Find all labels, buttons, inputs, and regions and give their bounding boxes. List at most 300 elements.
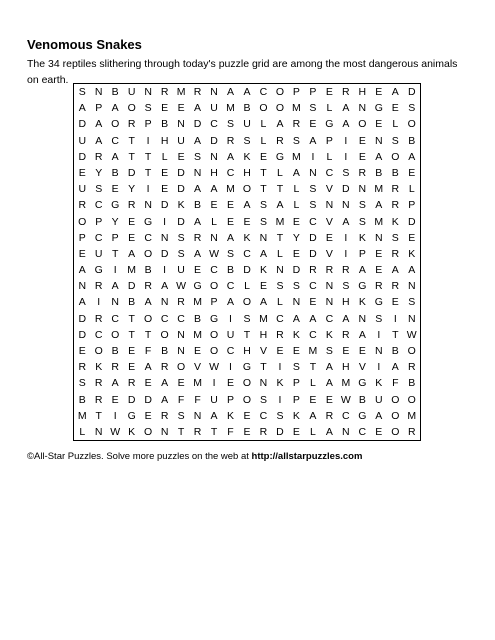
grid-letter: R: [127, 377, 136, 390]
grid-letter: K: [375, 377, 383, 390]
grid-letter: I: [278, 393, 282, 406]
grid-letter: I: [97, 296, 101, 309]
grid-letter: G: [374, 102, 383, 115]
grid-letter: T: [243, 328, 251, 341]
grid-letter: K: [358, 296, 366, 309]
grid-letter: K: [408, 247, 416, 260]
grid-letter: S: [78, 86, 86, 99]
grid-letter: A: [309, 312, 317, 325]
grid-letter: R: [391, 247, 400, 260]
grid-letter: A: [111, 280, 119, 293]
grid-letter: K: [358, 231, 366, 244]
grid-letter: A: [375, 150, 383, 163]
grid-letter: I: [229, 361, 232, 374]
grid-letter: I: [344, 150, 348, 163]
grid-letter: E: [325, 393, 333, 406]
grid-letter: B: [111, 166, 119, 179]
grid-letter: D: [177, 166, 185, 179]
grid-letter: E: [391, 102, 399, 115]
grid-letter: D: [342, 183, 350, 196]
grid-letter: R: [177, 296, 185, 309]
grid-letter: A: [325, 425, 333, 438]
grid-letter: K: [391, 215, 399, 228]
grid-letter: I: [393, 312, 397, 325]
grid-letter: K: [292, 328, 300, 341]
grid-letter: S: [309, 199, 317, 212]
grid-letter: N: [160, 296, 169, 309]
grid-letter: A: [194, 102, 202, 115]
grid-letter: C: [276, 312, 284, 325]
grid-letter: C: [358, 425, 367, 438]
grid-letter: S: [78, 377, 86, 390]
grid-letter: L: [326, 102, 333, 115]
grid-letter: V: [325, 183, 333, 196]
grid-letter: E: [375, 247, 383, 260]
grid-letter: M: [259, 312, 268, 325]
grid-letter: T: [144, 166, 152, 179]
grid-letter: R: [407, 425, 416, 438]
grid-letter: N: [342, 199, 350, 212]
grid-letter: V: [194, 361, 202, 374]
grid-letter: A: [161, 393, 169, 406]
grid-letter: B: [194, 199, 202, 212]
grid-letter: C: [259, 86, 268, 99]
grid-letter: S: [292, 361, 300, 374]
grid-letter: L: [277, 166, 283, 179]
grid-letter: C: [259, 409, 268, 422]
grid-letter: W: [340, 393, 351, 406]
grid-letter: I: [146, 134, 150, 147]
grid-letter: B: [227, 264, 235, 277]
grid-letter: M: [407, 409, 417, 422]
grid-letter: O: [177, 361, 186, 374]
grid-letter: E: [375, 264, 383, 277]
grid-letter: S: [259, 215, 267, 228]
grid-letter: I: [344, 247, 348, 260]
grid-letter: W: [406, 328, 417, 341]
grid-letter: A: [95, 134, 103, 147]
grid-letter: E: [292, 425, 300, 438]
grid-letter: U: [177, 134, 185, 147]
grid-letter: E: [177, 377, 185, 390]
grid-letter: Y: [111, 215, 119, 228]
grid-letter: E: [358, 150, 366, 163]
grid-letter: A: [358, 264, 366, 277]
grid-letter: N: [325, 296, 334, 309]
grid-letter: G: [374, 296, 383, 309]
grid-letter: R: [292, 118, 301, 131]
grid-letter: C: [325, 312, 334, 325]
grid-letter: N: [276, 264, 284, 277]
grid-letter: N: [325, 280, 334, 293]
grid-letter: A: [342, 312, 350, 325]
grid-letter: V: [259, 344, 267, 357]
grid-letter: C: [226, 344, 235, 357]
grid-letter: P: [292, 86, 300, 99]
grid-letter: N: [78, 280, 87, 293]
grid-letter: E: [78, 344, 86, 357]
grid-letter: K: [292, 409, 300, 422]
grid-letter: B: [78, 393, 86, 406]
grid-letter: T: [111, 247, 119, 260]
grid-letter: B: [128, 296, 136, 309]
grid-letter: R: [407, 361, 416, 374]
grid-letter: A: [78, 296, 86, 309]
grid-letter: R: [78, 361, 87, 374]
grid-letter: P: [408, 199, 416, 212]
grid-letter: E: [391, 296, 399, 309]
grid-letter: N: [325, 199, 334, 212]
footer-link[interactable]: http://allstarpuzzles.com: [251, 451, 363, 462]
grid-letter: T: [128, 312, 135, 325]
grid-letter: P: [95, 215, 103, 228]
grid-letter: O: [160, 328, 169, 341]
grid-letter: A: [227, 296, 235, 309]
grid-letter: U: [177, 264, 185, 277]
grid-letter: A: [78, 102, 86, 115]
grid-letter: P: [227, 393, 235, 406]
grid-letter: L: [408, 183, 415, 196]
grid-letter: E: [375, 118, 383, 131]
grid-letter: O: [358, 118, 367, 131]
grid-letter: P: [210, 296, 218, 309]
grid-letter: L: [79, 425, 86, 438]
grid-letter: D: [127, 393, 136, 406]
grid-letter: E: [309, 393, 317, 406]
grid-letter: U: [226, 328, 235, 341]
grid-letter: G: [144, 215, 153, 228]
grid-letter: O: [127, 102, 136, 115]
grid-letter: R: [160, 409, 169, 422]
grid-letter: A: [78, 264, 86, 277]
grid-letter: T: [260, 166, 267, 179]
grid-letter: L: [309, 377, 316, 390]
grid-letter: N: [407, 280, 416, 293]
grid-letter: P: [292, 393, 300, 406]
grid-letter: P: [78, 231, 86, 244]
grid-letter: A: [408, 150, 416, 163]
grid-letter: A: [210, 183, 218, 196]
grid-letter: C: [226, 166, 235, 179]
grid-letter: C: [111, 312, 119, 325]
word-search-grid: [73, 83, 421, 441]
grid-letter: C: [226, 280, 235, 293]
grid-letter: A: [408, 264, 416, 277]
grid-letter: T: [144, 150, 152, 163]
grid-letter: B: [161, 344, 169, 357]
grid-letter: A: [276, 199, 284, 212]
grid-letter: T: [260, 361, 267, 374]
grid-letter: R: [94, 312, 103, 325]
grid-letter: C: [111, 134, 119, 147]
grid-letter: O: [78, 215, 87, 228]
grid-letter: N: [111, 296, 119, 309]
grid-letter: K: [276, 377, 284, 390]
grid-letter: A: [194, 247, 202, 260]
grid-letter: E: [309, 296, 317, 309]
grid-letter: C: [342, 409, 350, 422]
grid-letter: E: [375, 425, 383, 438]
grid-letter: A: [391, 264, 399, 277]
grid-letter: A: [342, 215, 350, 228]
grid-letter: D: [127, 166, 136, 179]
grid-letter: W: [209, 361, 219, 374]
grid-letter: A: [259, 296, 267, 309]
grid-letter: E: [144, 409, 152, 422]
grid-letter: U: [375, 393, 383, 406]
grid-letter: M: [292, 150, 301, 163]
grid-letter: M: [341, 377, 351, 390]
grid-letter: S: [325, 344, 333, 357]
grid-letter: O: [391, 393, 400, 406]
grid-letter: H: [243, 166, 251, 179]
grid-letter: O: [111, 118, 120, 131]
grid-letter: A: [95, 118, 103, 131]
grid-letter: C: [309, 328, 317, 341]
grid-letter: N: [160, 231, 169, 244]
grid-letter: N: [358, 312, 367, 325]
grid-letter: S: [259, 393, 267, 406]
grid-letter: S: [194, 150, 202, 163]
grid-letter: M: [193, 328, 202, 341]
grid-letter: E: [243, 215, 251, 228]
grid-letter: S: [276, 280, 284, 293]
grid-letter: E: [161, 166, 169, 179]
grid-letter: A: [194, 134, 202, 147]
grid-letter: T: [95, 409, 102, 422]
grid-letter: O: [275, 86, 285, 99]
grid-letter: A: [111, 102, 119, 115]
grid-letter: L: [244, 280, 250, 293]
grid-letter: S: [342, 280, 350, 293]
grid-letter: R: [94, 393, 103, 406]
grid-letter: O: [275, 102, 285, 115]
grid-letter: R: [391, 199, 400, 212]
grid-letter: O: [407, 344, 416, 357]
grid-letter: R: [94, 377, 103, 390]
grid-letter: M: [127, 264, 137, 277]
grid-letter: A: [227, 150, 235, 163]
grid-letter: E: [259, 280, 267, 293]
grid-letter: O: [242, 296, 252, 309]
grid-letter: G: [94, 264, 103, 277]
grid-letter: K: [259, 264, 267, 277]
grid-letter: A: [292, 312, 300, 325]
grid-letter: B: [243, 102, 251, 115]
grid-letter: O: [391, 409, 400, 422]
grid-letter: R: [78, 199, 87, 212]
grid-letter: G: [193, 280, 202, 293]
grid-letter: A: [243, 199, 251, 212]
grid-letter: E: [375, 86, 383, 99]
grid-letter: M: [226, 102, 235, 115]
grid-letter: T: [260, 183, 267, 196]
grid-letter: D: [160, 199, 169, 212]
grid-letter: W: [209, 247, 219, 260]
grid-letter: D: [309, 231, 317, 244]
grid-letter: G: [325, 118, 334, 131]
grid-letter: A: [161, 377, 169, 390]
grid-letter: D: [78, 118, 87, 131]
grid-letter: A: [161, 280, 169, 293]
grid-letter: N: [193, 409, 202, 422]
grid-letter: U: [94, 247, 103, 260]
grid-letter: T: [392, 328, 399, 341]
grid-letter: T: [128, 134, 135, 147]
grid-letter: I: [377, 328, 381, 341]
grid-letter: D: [292, 264, 301, 277]
grid-letter: S: [342, 166, 350, 179]
grid-letter: E: [128, 215, 136, 228]
grid-letter: N: [342, 425, 350, 438]
grid-letter: N: [309, 166, 317, 179]
grid-letter: S: [177, 409, 185, 422]
grid-letter: O: [259, 102, 268, 115]
grid-letter: B: [194, 312, 202, 325]
grid-letter: A: [375, 409, 383, 422]
grid-letter: G: [275, 150, 285, 163]
grid-letter: R: [127, 118, 136, 131]
grid-letter: R: [94, 150, 103, 163]
grid-letter: S: [259, 199, 267, 212]
grid-letter: H: [342, 361, 350, 374]
grid-letter: D: [407, 215, 416, 228]
grid-letter: O: [242, 393, 252, 406]
grid-letter: E: [78, 247, 86, 260]
grid-letter: D: [309, 247, 317, 260]
grid-letter: A: [325, 377, 333, 390]
grid-letter: W: [110, 425, 121, 438]
grid-letter: R: [127, 199, 136, 212]
grid-letter: B: [358, 393, 366, 406]
grid-letter: S: [227, 118, 235, 131]
grid-letter: K: [243, 150, 251, 163]
grid-letter: A: [391, 86, 399, 99]
grid-letter: S: [292, 134, 300, 147]
grid-letter: A: [111, 377, 119, 390]
grid-letter: E: [325, 86, 333, 99]
grid-letter: E: [292, 215, 300, 228]
grid-letter: C: [144, 231, 152, 244]
grid-letter: R: [160, 361, 169, 374]
grid-letter: S: [375, 312, 383, 325]
grid-letter: R: [160, 86, 169, 99]
grid-letter: C: [177, 312, 185, 325]
grid-letter: E: [177, 150, 185, 163]
grid-letter: A: [128, 247, 136, 260]
grid-letter: S: [177, 231, 185, 244]
grid-letter: L: [293, 199, 300, 212]
grid-letter: O: [144, 312, 153, 325]
page-title: Venomous Snakes: [27, 37, 142, 52]
grid-letter: E: [128, 231, 136, 244]
grid-letter: V: [358, 361, 366, 374]
grid-letter: S: [391, 231, 399, 244]
grid-letter: O: [209, 344, 219, 357]
grid-letter: C: [94, 199, 103, 212]
grid-letter: R: [193, 231, 202, 244]
grid-letter: V: [325, 247, 333, 260]
grid-letter: E: [177, 102, 185, 115]
grid-letter: D: [177, 215, 185, 228]
grid-letter: E: [128, 344, 136, 357]
grid-letter: B: [408, 377, 416, 390]
grid-letter: A: [309, 134, 317, 147]
grid-letter: A: [194, 215, 202, 228]
grid-letter: S: [358, 215, 366, 228]
grid-letter: G: [209, 312, 219, 325]
grid-letter: E: [144, 377, 152, 390]
grid-letter: A: [210, 409, 218, 422]
grid-letter: E: [408, 166, 416, 179]
grid-letter: R: [342, 86, 350, 99]
grid-letter: T: [210, 425, 218, 438]
grid-letter: L: [260, 118, 267, 131]
grid-letter: F: [177, 393, 185, 406]
grid-letter: G: [358, 409, 367, 422]
grid-letter: N: [177, 328, 185, 341]
grid-letter: B: [111, 344, 119, 357]
grid-letter: S: [95, 183, 103, 196]
grid-letter: E: [358, 344, 366, 357]
grid-letter: D: [160, 247, 169, 260]
grid-letter: R: [144, 280, 152, 293]
grid-letter: B: [111, 86, 119, 99]
grid-letter: O: [242, 183, 252, 196]
grid-letter: A: [309, 409, 317, 422]
grid-letter: E: [408, 231, 416, 244]
grid-letter: E: [325, 231, 333, 244]
grid-letter: H: [342, 296, 350, 309]
grid-letter: O: [94, 344, 103, 357]
grid-letter: N: [177, 344, 185, 357]
grid-letter: C: [160, 312, 169, 325]
grid-letter: R: [111, 361, 119, 374]
grid-letter: N: [94, 86, 103, 99]
grid-letter: O: [242, 377, 252, 390]
grid-letter: S: [408, 296, 416, 309]
grid-letter: P: [95, 102, 103, 115]
grid-letter: I: [163, 215, 167, 228]
grid-letter: N: [358, 102, 367, 115]
grid-letter: A: [227, 231, 235, 244]
grid-letter: T: [309, 361, 317, 374]
grid-letter: S: [276, 409, 284, 422]
grid-letter: S: [144, 102, 152, 115]
grid-letter: B: [375, 166, 383, 179]
grid-letter: N: [210, 86, 218, 99]
grid-letter: M: [77, 409, 87, 422]
grid-letter: I: [229, 312, 232, 325]
grid-letter: A: [243, 86, 251, 99]
grid-letter: M: [176, 86, 186, 99]
grid-letter: F: [194, 393, 201, 406]
grid-letter: M: [374, 215, 384, 228]
grid-letter: M: [308, 344, 318, 357]
grid-letter: I: [344, 134, 348, 147]
grid-letter: I: [146, 183, 150, 196]
grid-letter: O: [209, 280, 219, 293]
grid-letter: E: [111, 183, 119, 196]
grid-letter: E: [227, 199, 235, 212]
grid-letter: I: [344, 231, 348, 244]
grid-letter: D: [144, 393, 152, 406]
grid-letter: C: [309, 215, 317, 228]
grid-letter: E: [292, 344, 300, 357]
grid-letter: E: [78, 166, 86, 179]
grid-letter: N: [375, 134, 383, 147]
grid-letter: N: [144, 199, 152, 212]
